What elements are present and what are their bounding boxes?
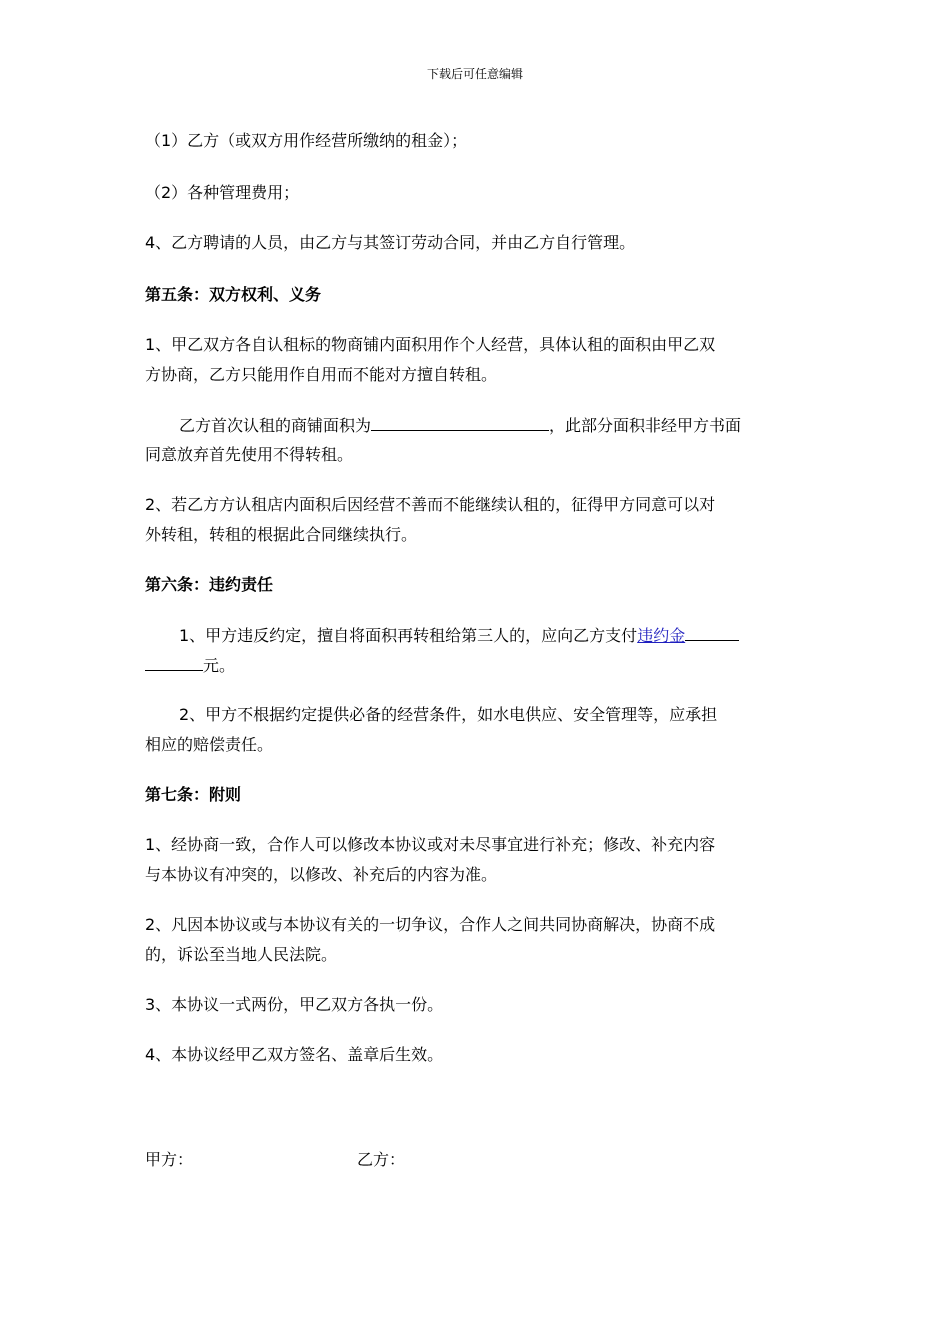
section5-para1-line1: 1、甲乙双方各自认租标的物商铺内面积用作个人经营，具体认租的面积由甲乙双 <box>145 335 716 354</box>
section5-para2-line1 <box>179 414 741 437</box>
section7-para4: 4、本协议经甲乙双方签名、盖章后生效。 <box>145 1045 444 1064</box>
section5-para1-line2: 方协商，乙方只能用作自用而不能对方擅自转租。 <box>145 365 498 384</box>
section7-para2-line2: 的，诉讼至当地人民法院。 <box>145 945 338 964</box>
section5-para2-line2: 同意放弃首先使用不得转租。 <box>145 445 354 464</box>
area-blank[interactable] <box>371 414 549 431</box>
area-suffix: ，此部分面积非经甲方书面 <box>549 416 742 435</box>
penalty-link[interactable]: 违约金 <box>637 626 686 645</box>
area-label: 乙方首次认租的商铺面积为 <box>179 416 372 435</box>
clause-item-2: （2）各种管理费用； <box>145 183 300 202</box>
signature-party-a: 甲方： <box>145 1150 194 1169</box>
section6-para1-line2 <box>145 654 235 677</box>
penalty-suffix: 元。 <box>203 656 236 675</box>
signature-party-b: 乙方： <box>357 1150 406 1169</box>
section6-para2-line1: 2、甲方不根据约定提供必备的经营条件，如水电供应、安全管理等，应承担 <box>179 705 718 724</box>
section5-para3-line1: 2、若乙方方认租店内面积后因经营不善而不能继续认租的，征得甲方同意可以对 <box>145 495 716 514</box>
section6-para1-line1 <box>179 624 739 647</box>
section7-para3: 3、本协议一式两份，甲乙双方各执一份。 <box>145 995 444 1014</box>
section5-para3-line2: 外转租，转租的根据此合同继续执行。 <box>145 525 418 544</box>
clause-item-1: （1）乙方（或双方用作经营所缴纳的租金）； <box>145 131 468 150</box>
section6-para2-line2: 相应的赔偿责任。 <box>145 735 274 754</box>
section-heading-5: 第五条：双方权利、义务 <box>145 285 322 304</box>
section7-para1-line2: 与本协议有冲突的，以修改、补充后的内容为准。 <box>145 865 498 884</box>
section7-para1-line1: 1、经协商一致，合作人可以修改本协议或对未尽事宜进行补充；修改、补充内容 <box>145 835 716 854</box>
penalty-blank-1[interactable] <box>685 624 739 641</box>
penalty-blank-2[interactable] <box>145 654 203 671</box>
clause-item-4: 4、乙方聘请的人员，由乙方与其签订劳动合同，并由乙方自行管理。 <box>145 233 636 252</box>
section-heading-7: 第七条：附则 <box>145 785 242 804</box>
page-header: 下载后可任意编辑 <box>426 67 523 81</box>
section-heading-6: 第六条：违约责任 <box>145 575 274 594</box>
section7-para2-line1: 2、凡因本协议或与本协议有关的一切争议，合作人之间共同协商解决，协商不成 <box>145 915 716 934</box>
penalty-label: 1、甲方违反约定，擅自将面积再转租给第三人的，应向乙方支付 <box>179 626 638 645</box>
